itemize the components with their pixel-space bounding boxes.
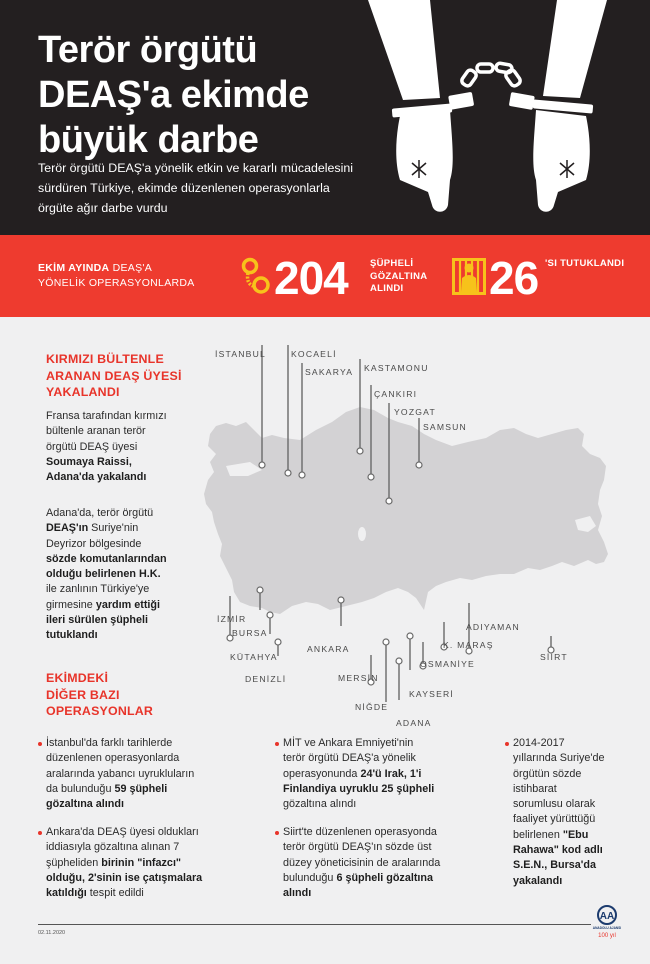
text-line: da bulunduğu 59 şüpheli: [46, 782, 168, 795]
section2-heading-1: EKİMDEKİ: [46, 671, 109, 685]
city-label: ADIYAMAN: [466, 622, 520, 632]
bullet-dot-icon: [38, 742, 42, 746]
detained-count: 204: [274, 252, 348, 304]
text-line: düzey yöneticisinin de aralarında: [283, 856, 441, 869]
bullet-dot-icon: [275, 831, 279, 835]
text-line: sözde komutanlarından: [46, 552, 167, 565]
arrested-count: 26: [489, 252, 539, 304]
city-label: İZMİR: [217, 614, 247, 624]
section1-heading-2: ARANAN DEAŞ ÜYESİ: [46, 368, 182, 383]
page-title: [38, 28, 309, 163]
text-line: Adana'da, terör örgütü: [46, 507, 154, 519]
text-line: Adana'da yakalandı: [46, 471, 147, 484]
detained-label-2: GÖZALTINA: [370, 270, 428, 282]
bullet-dot-icon: [505, 742, 509, 746]
text-line: bültenle aranan terör: [46, 425, 146, 438]
text-line: Finlandiya uyruklu 25 şüpheli: [283, 782, 435, 795]
text-line: ile zanlının Türkiye'ye: [46, 583, 150, 596]
text-line: düzenlenen operasyonlarda: [46, 752, 180, 765]
city-label: MERSİN: [338, 673, 379, 683]
city-label: BURSA: [232, 628, 268, 638]
title-line-3: büyük darbe: [38, 119, 259, 161]
footer-divider: [38, 924, 591, 925]
text-line: Ankara'da DEAŞ üyesi oldukları: [46, 826, 199, 838]
text-line: istihbarat: [513, 782, 557, 795]
city-label: İSTANBUL: [215, 349, 266, 359]
band-label: [38, 261, 195, 291]
svg-text:100 yıl: 100 yıl: [598, 933, 616, 939]
text-line: örgütü DEAŞ üyesi: [46, 440, 138, 453]
section2-heading-3: OPERASYONLAR: [46, 704, 154, 718]
text-line: Deyrizor bölgesinde: [46, 537, 142, 550]
text-line: şüpheliden birinin "infazcı": [46, 856, 182, 869]
text-line: İstanbul'da farklı tarihlerde: [46, 737, 173, 749]
section2-heading: [46, 670, 153, 720]
city-label: SİİRT: [540, 652, 568, 662]
operation-item: [46, 825, 246, 901]
svg-text:ANADOLU AJANSI: ANADOLU AJANSI: [592, 926, 622, 930]
publish-date: 02.11.2020: [38, 930, 66, 936]
bullet-dot-icon: [38, 831, 42, 835]
operation-item: [283, 825, 483, 901]
text-line: 2014-2017: [513, 737, 565, 749]
text-line: katıldığı tespit edildi: [46, 887, 144, 900]
text-line: yıllarında Suriye'de: [513, 752, 605, 765]
text-line: Soumaya Raissi,: [46, 455, 132, 468]
text-line: sorumlusu olarak: [513, 798, 596, 811]
turkey-outline: [204, 407, 608, 614]
operation-item: [46, 736, 246, 812]
operation-item: [283, 736, 483, 812]
city-label: KÜTAHYA: [230, 652, 278, 662]
city-label: SAMSUN: [423, 422, 467, 432]
stats-band: [0, 235, 650, 317]
header: [0, 0, 650, 235]
city-label: YOZGAT: [394, 407, 436, 417]
section2-heading-2: DİĞER BAZI: [46, 687, 120, 702]
city-label: NİĞDE: [355, 702, 389, 712]
text-line: ileri sürülen şüpheli: [46, 614, 148, 627]
title-line-1: Terör örgütü: [38, 29, 258, 71]
anadolu-agency-logo: [587, 904, 627, 944]
city-label: KASTAMONU: [364, 363, 429, 373]
city-label: DENİZLİ: [245, 674, 287, 684]
text-line: Fransa tarafından kırmızı: [46, 410, 167, 422]
text-line: terör örgütü DEAŞ'ın sözde üst: [283, 841, 432, 854]
detained-label-1: ŞÜPHELİ: [370, 258, 414, 269]
band-label-rest: DEAŞ'A: [109, 262, 152, 274]
text-line: girmesine yardım ettiği: [46, 598, 161, 611]
text-line: iddiasıyla gözaltına alınan 7: [46, 841, 180, 854]
text-line: MİT ve Ankara Emniyeti'nin: [283, 737, 414, 749]
band-label-bold: EKİM AYINDA: [38, 262, 110, 274]
text-line: aralarında yabancı uyrukluların: [46, 767, 195, 780]
text-line: Siirt'te düzenlenen operasyonda: [283, 826, 437, 838]
arrested-label: 'SI TUTUKLANDI: [545, 258, 625, 269]
section1-heading-1: KIRMIZI BÜLTENLE: [46, 352, 164, 366]
bullet-dot-icon: [275, 742, 279, 746]
title-line-2: DEAŞ'a ekimde: [38, 74, 309, 116]
handcuffed-hands-illustration: [360, 0, 650, 235]
text-line: olduğu, 2'sinin ise çatışmalara: [46, 871, 203, 884]
jail-icon: [452, 258, 486, 295]
text-line: gözaltına alındı: [283, 798, 357, 811]
section1-heading-3: YAKALANDI: [46, 385, 120, 399]
city-label: OSMANİYE: [420, 659, 475, 669]
city-label: K. MARAŞ: [443, 640, 494, 650]
text-line: gözaltına alındı: [46, 798, 124, 811]
text-line: operasyonunda 24'ü Irak, 1'i: [283, 767, 422, 780]
text-line: terör örgütü DEAŞ'a yönelik: [283, 752, 416, 765]
text-line: alındı: [283, 887, 312, 900]
svg-text:AA: AA: [599, 911, 615, 922]
operation-item: [513, 736, 643, 889]
text-line: olduğu belirlenen H.K.: [46, 568, 161, 581]
city-label: ÇANKIRI: [374, 389, 418, 399]
text-line: bulunduğu 6 şüpheli gözaltına: [283, 871, 434, 884]
text-line: Rahawa" kod adlı: [513, 844, 603, 857]
band-label-line2: YÖNELİK OPERASYONLARDA: [38, 277, 195, 289]
subtitle: Terör örgütü DEAŞ'a yönelik etkin ve kararlı mücadelesini sürdüren Türkiye, ekimde düzenlenen operasyonlarla örgüte ağır darbe vurdu: [38, 161, 354, 215]
detained-label: [370, 258, 427, 296]
text-line: S.E.N., Bursa'da: [513, 859, 596, 872]
city-label: ADANA: [396, 718, 432, 728]
text-line: tutuklandı: [46, 629, 98, 642]
text-line: yakalandı: [513, 874, 563, 887]
city-label: KOCAELİ: [291, 349, 337, 359]
handcuffs-icon: [238, 257, 274, 295]
text-line: DEAŞ'ın Suriye'nin: [46, 522, 139, 535]
text-line: belirlenen "Ebu: [513, 828, 589, 841]
text-line: faaliyet yürüttüğü: [513, 813, 596, 826]
city-label: SAKARYA: [305, 367, 354, 377]
detained-label-3: ALINDI: [370, 283, 404, 294]
city-label: KAYSERİ: [409, 689, 455, 699]
city-label: ANKARA: [307, 644, 350, 654]
text-line: örgütün sözde: [513, 767, 582, 780]
